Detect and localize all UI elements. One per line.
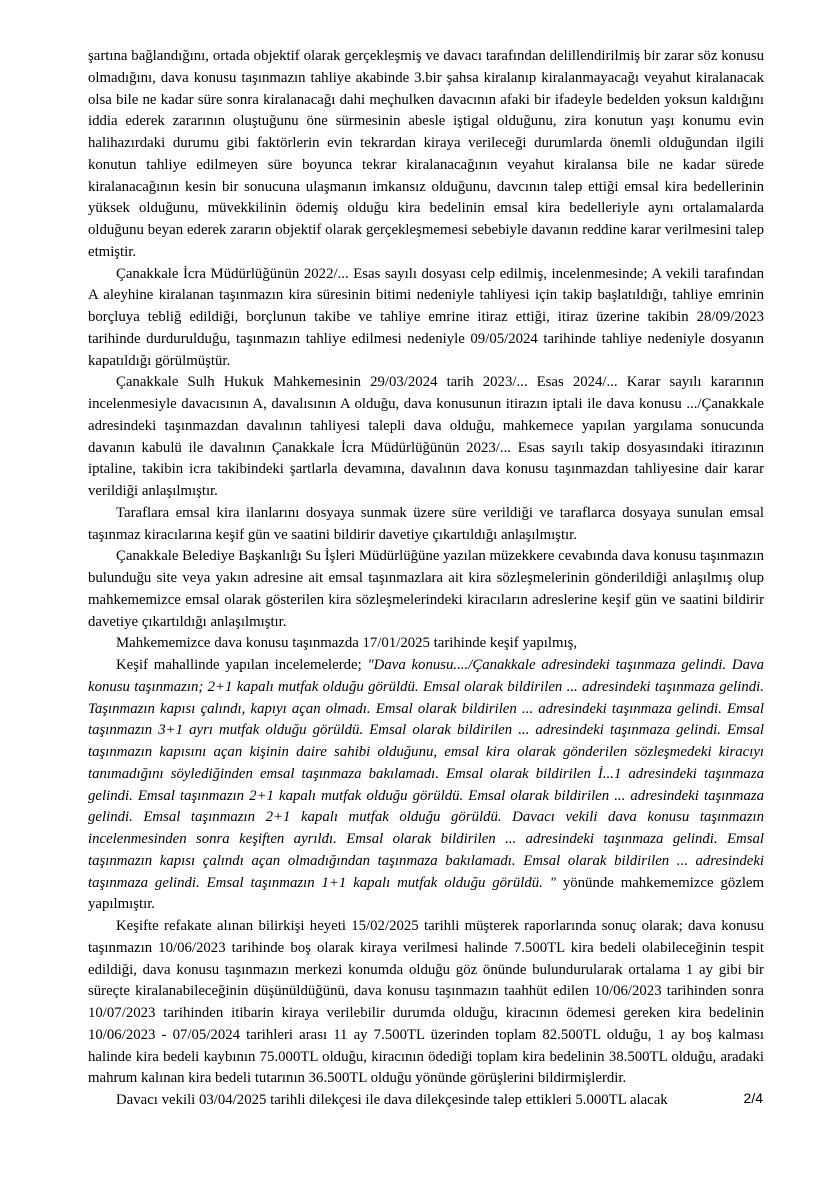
- kesif-quote-text: "Dava konusu..../Çanakkale adresindeki taşınmaza gelindi. Dava konusu taşınmazın; 2+1 kapalı mutfak olduğu görüldü. Emsal olarak bildirilen ... adresindeki taşınmaza gelindi. Taşınmazın kapısı çalındı, kapıyı açan olmadı. Emsal olarak bildirilen ... adresindeki taşınmaza gelindi. Emsal taşınmazın 3+1 ayrı mutfak olduğu görüldü. Emsal olarak bildirilen ... adresindeki taşınmaza gelindi. Emsal taşınmazın kapısını açan kişinin daire sahibi olduğunu, emsal kira olarak gönderilen sözleşmedeki kiracıyı tanımadığını söylediğinden emsal taşınmaza bakılamadı. Emsal olarak bildirilen İ...1 adresindeki taşınmaza gelindi. Emsal taşınmazın 2+1 kapalı mutfak olduğu görüldü. Emsal olarak bildirilen ... adresindeki taşınmaza gelindi. Emsal taşınmazın 2+1 kapalı mutfak olduğu görüldü. Davacı vekili dava konusu taşınmazın incelenmesinden sonra keşiften ayrıldı. Emsal olarak bildirilen ... adresindeki taşınmaza gelindi. Emsal taşınmazın kapısı çalındı açan olmadığından taşınmaza bakılamadı. Emsal olarak bildirilen ... adresindeki taşınmaza gelindi. Emsal taşınmazın 1+1 kapalı mutfak olduğu görüldü. ": [88, 657, 764, 891]
- paragraph-kesif-incelemesi: [88, 655, 764, 916]
- paragraph-continuation: şartına bağlandığını, ortada objektif olarak gerçekleşmiş ve davacı tarafından delillendirilmiş bir zarar söz konusu olmadığını, dava konusu taşınmazın tahliye akabinde 3.bir şahsa kiralanıp kiralanmayacağı veyahut kiralanacak olsa bile ne kadar süre sonra kiralanacağı dahi meçhulken davacının afaki bir ifadeyle bedelden yoksun kaldığını iddia ederek zararının oluştuğunu öne sürmesinin abesle iştigal olduğunu, zira konutun yaşı konumu evin halihazırdaki durumu gibi faktörlerin evin tekrardan kiraya verileceği durumlarda önemli olduğundan ilgili konutun tahliye edilmeyen süre boyunca tekrar kiralanacağının veyahut kiralansa bile ne kadar sürede kiralanacağının kesin bir sonucuna ulaşmanın imkansız olduğunu, davcının talep ettiği emsal kira bedellerinin yüksek olduğunu, müvekkilinin ödemiş olduğu kira bedelinin emsal kira bedelleriyle aynı ortalamalarda olduğunu beyan ederek zararın objektif olarak gerçekleşmemesi sebebiyle davanın reddine karar verilmesini talep etmiştir.: [88, 48, 764, 260]
- paragraph-bilirkisi-raporu: Keşifte refakate alınan bilirkişi heyeti 15/02/2025 tarihli müşterek raporlarında sonuç olarak; dava konusu taşınmazın 10/06/2023 tarihinde boş olarak kiraya verilmesi halinde 7.500TL kira bedeli olabileceğinin tespit edildiği, dava konusu taşınmazın merkezi konumda olduğu göz önünde bulundurularak ortalama 1 ay gibi bir süreçte kiralanabileceğinin düşünüldüğünü, dava konusu taşınmazın taahhüt edilen 10/06/2023 tarihinden sonra 10/07/2023 tarihinden itibarin kiraya verilebilir durumda olduğu, kiracının ödemesi gereken kira bedelinin 10/06/2023 - 07/05/2024 tarihleri arası 11 ay 7.500TL üzerinden toplam 82.500TL olduğu, 1 ay boş kalması halinde kira bedeli kaybının 75.000TL olduğu, kiracının ödediği toplam kira bedelinin 38.500TL olduğu, aradaki mahrum kalınan kira bedeli tutarının 36.500TL olduğu yönünde görüşlerini bildirmişlerdir.: [88, 918, 764, 1087]
- page-number: 2/4: [743, 1090, 763, 1106]
- paragraph-su-isleri-muzekkere: Çanakkale Belediye Başkanlığı Su İşleri Müdürlüğüne yazılan müzekkere cevabında dava konusu taşınmazın bulunduğu site veya yakın adresine ait emsal taşınmazlara ait kira sözleşmelerinin gönderildiği anlaşılmış olup mahkememizce emsal olarak gösterilen kira sözleşmelerindeki kiracıların adreslerine keşif gün ve saatini bildirir davetiye çıkartıldığı anlaşılmıştır.: [88, 548, 764, 630]
- paragraph-kesif-tarihi: Mahkememizce dava konusu taşınmazda 17/01/2025 tarihinde keşif yapılmış,: [116, 635, 578, 652]
- paragraph-emsal-ilanlari: Taraflara emsal kira ilanlarını dosyaya sunmak üzere süre verildiği ve taraflarca dosyaya sunulan emsal taşınmaz kiracılarına keşif gün ve saatini bildirir davetiye çıkartıldığı anlaşılmıştır.: [88, 504, 764, 543]
- kesif-tail-text: yönünde mahkememizce gözlem yapılmıştır.: [88, 874, 765, 913]
- paragraph-davaci-dilekcesi: Davacı vekili 03/04/2025 tarihli dilekçesi ile dava dilekçesinde talep ettikleri 5.000TL alacak: [116, 1092, 668, 1108]
- document-body: [88, 46, 764, 1112]
- paragraph-icra-dosyasi: Çanakkale İcra Müdürlüğünün 2022/... Esas sayılı dosyası celp edilmiş, incelenmesinde; A vekili tarafından A aleyhine kiralanan taşınmazın kira süresinin bitimi nedeniyle tahliyesi için takip başlatıldığı, tahliye emrinin borçluya tebliğ edildiği, borçlunun takibe ve tahliye emrine itiraz ettiği, itiraz üzerine takibin 28/09/2023 tarihinde durdurulduğu, taşınmazın tahliye edilmesi nedeniyle 09/05/2024 tarihinde tahliye nedeniyle dosyanın kapatıldığı görülmüştür.: [88, 265, 764, 369]
- kesif-lead-text: Keşif mahallinde yapılan incelemelerde;: [116, 657, 368, 673]
- paragraph-sulh-hukuk-karari: Çanakkale Sulh Hukuk Mahkemesinin 29/03/2024 tarih 2023/... Esas 2024/... Karar sayılı kararının incelenmesiyle davacısının A, davalısının A olduğu, dava konusunun itirazın iptali ile dava konusu .../Çanakkale adresindeki taşınmazdan davalının tahliyesi talepli dava olduğu, mahkemece yapılan yargılama sonucunda davanın kabulü ile davalının Çanakkale İcra Müdürlüğünün 2023/... Esas sayılı takip dosyasındaki itirazının iptaline, takibin icra takibindeki şartlarla devamına, davalının dava konusu taşınmazdan tahliyesine dair karar verildiği anlaşılmıştır.: [88, 374, 764, 499]
